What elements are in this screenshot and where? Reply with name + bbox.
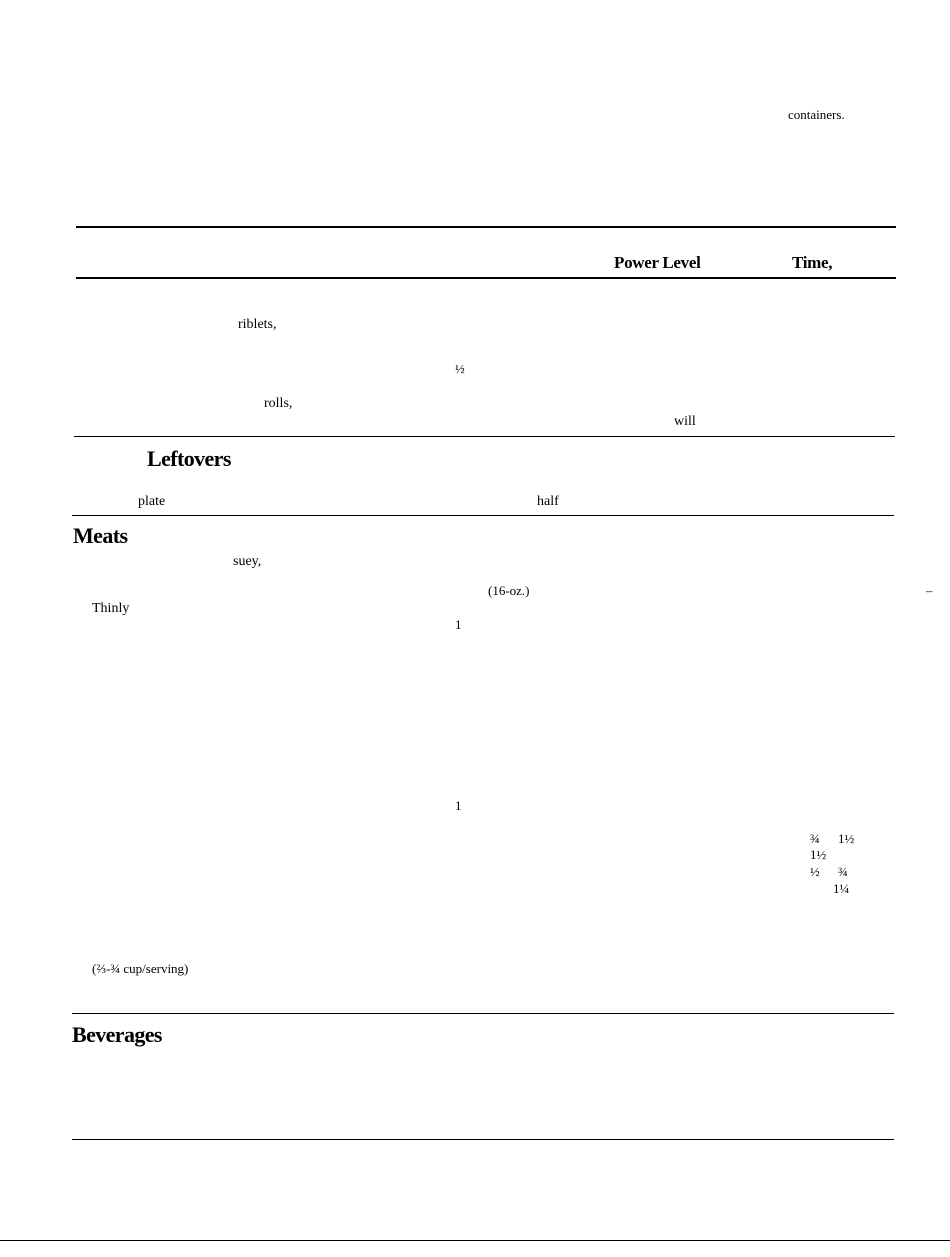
beverages-heading: Beverages (72, 1022, 162, 1047)
table-top-rule (76, 226, 896, 228)
margin-mark: – (926, 583, 933, 598)
serving-size-text: (⅔-¾ cup/serving) (92, 961, 189, 976)
will-text: will (674, 414, 696, 429)
page-bottom-rule (0, 1240, 950, 1241)
can-size-text: (16-oz.) (488, 583, 530, 598)
time-value-r1a: ¾ (810, 831, 820, 846)
time-value-r2a: 1½ (810, 847, 827, 862)
section-rule-beverages (72, 1013, 894, 1014)
power-level-header: Power Level (614, 253, 701, 272)
riblets-text: riblets, (238, 317, 277, 332)
table-bottom-rule (72, 1139, 894, 1140)
section-rule-leftovers (74, 436, 895, 437)
time-value-r4a: 1¼ (833, 881, 850, 896)
time-header: Time, (792, 253, 833, 272)
plate-text: plate (138, 494, 166, 509)
table-header-rule (76, 277, 896, 279)
section-rule-meats (72, 515, 894, 516)
half-text: half (537, 494, 559, 509)
thinly-text: Thinly (92, 601, 130, 616)
rolls-text: rolls, (264, 396, 293, 411)
one-b-text: 1 (455, 798, 462, 813)
suey-text: suey, (233, 554, 262, 569)
leftovers-heading: Leftovers (147, 446, 231, 471)
one-a-text: 1 (455, 617, 462, 632)
time-value-r3b: ¾ (838, 864, 848, 879)
top-note-text: containers. (788, 107, 845, 122)
half-fraction-text: ½ (455, 361, 465, 376)
time-value-r3a: ½ (810, 864, 820, 879)
meats-heading: Meats (73, 523, 128, 548)
time-value-r1b: 1½ (838, 831, 855, 846)
